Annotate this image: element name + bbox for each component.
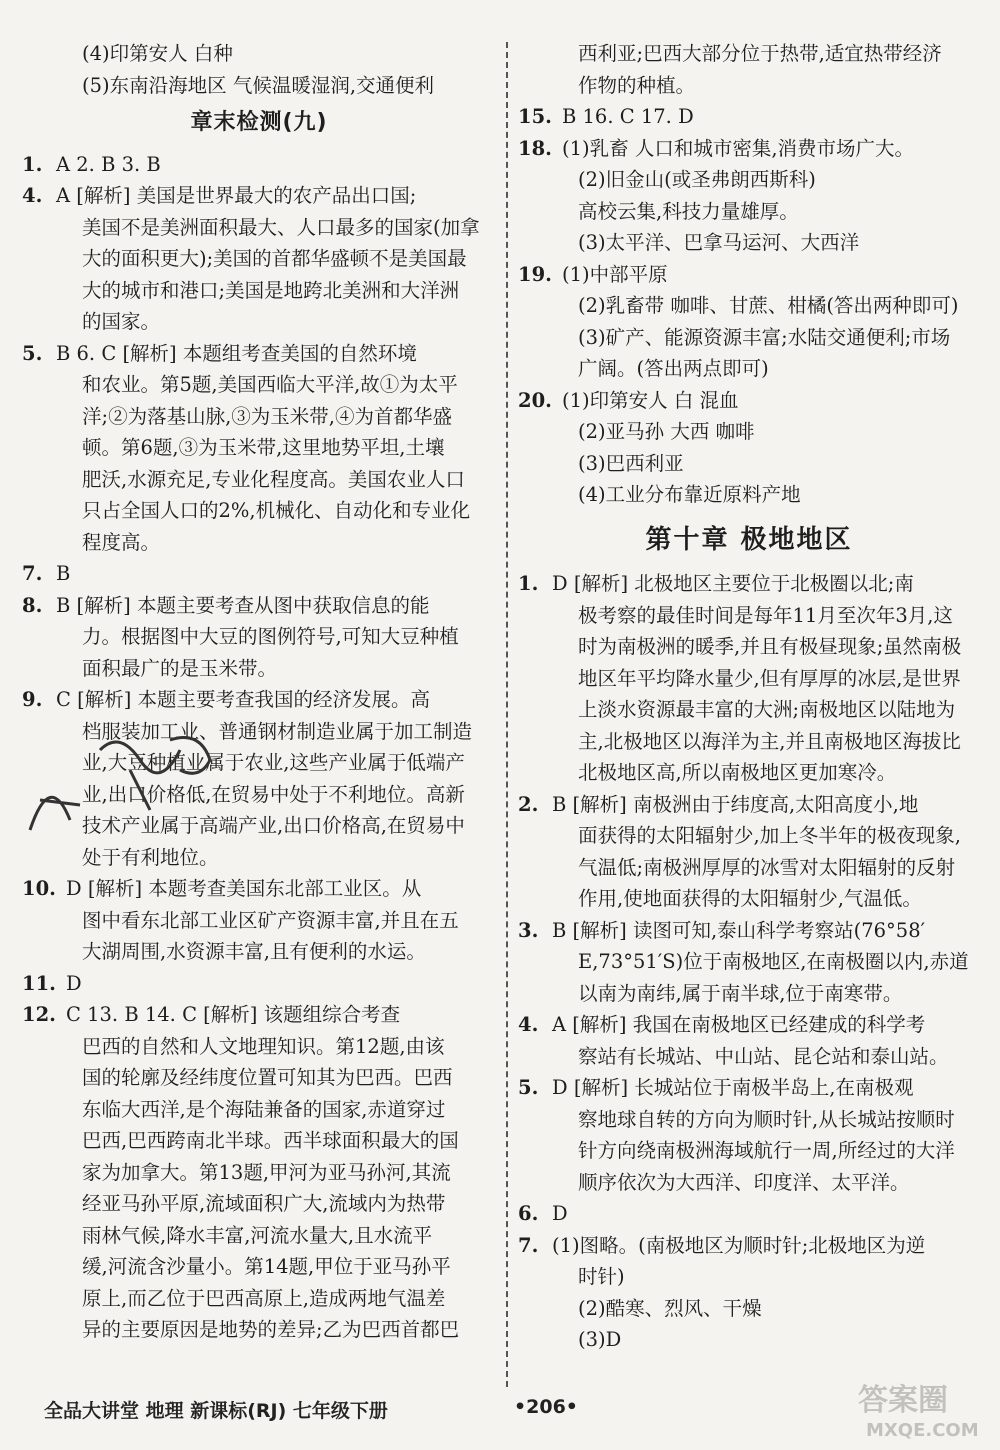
answer-text: C 13. B 14. C [解析] 该题组综合考查 xyxy=(66,1003,401,1026)
question-number: 19. xyxy=(518,262,552,286)
answer-continuation: 顺序依次为大西洋、印度洋、太平洋。 xyxy=(578,1170,910,1194)
answer-continuation: 技术产业属于高端产业,出口价格高,在贸易中 xyxy=(82,814,465,837)
answer-continuation: 面积最广的是玉米带。 xyxy=(82,656,278,680)
answer-continuation: 原上,而乙位于巴西高原上,造成两地气温差 xyxy=(82,1286,446,1310)
answer-item xyxy=(518,568,980,600)
answer-continuation: (3)巴西利亚 xyxy=(578,451,684,475)
page-number: •206• xyxy=(514,1396,578,1418)
answer-item xyxy=(518,101,980,133)
answer-continuation: 处于有利地位。 xyxy=(82,845,219,869)
question-number: 1. xyxy=(518,572,539,595)
answer-continuation: (2)亚马孙 大西 咖啡 xyxy=(578,420,755,443)
answer-item xyxy=(22,999,496,1031)
question-number: 5. xyxy=(518,1076,539,1099)
answer-item xyxy=(22,180,496,212)
chapter-title: 第十章 极地地区 xyxy=(645,524,853,555)
handwriting-scribble xyxy=(10,710,230,850)
question-number: 4. xyxy=(518,1013,539,1036)
answer-item xyxy=(22,149,496,181)
answer-continuation: E,73°51′S)位于南极地区,在南极圈以内,赤道 xyxy=(578,950,969,973)
continued-line-2: 作物的种植。 xyxy=(578,73,696,97)
answer-continuation: 图中看东北部工业区矿产资源丰富,并且在五 xyxy=(82,908,459,932)
answer-continuation: 以南为南纬,属于南半球,位于南寒带。 xyxy=(578,981,903,1005)
answer-continuation: 北极地区高,所以南极地区更加寒冷。 xyxy=(578,761,897,784)
intro-line-1: (4)印第安人 白种 xyxy=(82,42,233,65)
question-number: 2. xyxy=(518,792,539,816)
answer-continuation: 针方向绕南极洲海域航行一周,所经过的大洋 xyxy=(578,1139,955,1162)
answer-continuation: 程度高。 xyxy=(82,530,161,554)
answer-continuation: (3)太平洋、巴拿马运河、大西洋 xyxy=(578,231,860,254)
answer-continuation: 国的轮廓及经纬度位置可知其为巴西。巴西 xyxy=(82,1066,453,1089)
intro-line-2: (5)东南沿海地区 气候温暖湿润,交通便利 xyxy=(82,73,435,97)
answer-item xyxy=(518,915,980,947)
answer-continuation: 雨林气候,降水丰富,河流水量大,且水流平 xyxy=(82,1223,433,1247)
answer-continuation: 时为南极洲的暖季,并且有极昼现象;虽然南极 xyxy=(578,635,962,658)
answer-continuation: 高校云集,科技力量雄厚。 xyxy=(578,199,799,223)
question-number: 7. xyxy=(22,562,43,585)
answer-item xyxy=(22,590,496,622)
answer-continuation: 极考察的最佳时间是每年11月至次年3月,这 xyxy=(578,603,953,627)
answer-text: B xyxy=(56,562,71,585)
answer-continuation: 缓,河流含沙量小。第14题,甲位于亚马孙平 xyxy=(82,1255,451,1278)
section-title: 章末检测(九) xyxy=(190,110,328,135)
answer-text: D [解析] 长城站位于南极半岛上,在南极观 xyxy=(552,1076,914,1099)
answer-text: (1)印第安人 白 混血 xyxy=(562,388,739,412)
question-number: 6. xyxy=(518,1202,539,1225)
answer-continuation: 巴西的自然和人文地理知识。第12题,由该 xyxy=(82,1034,445,1058)
answer-item xyxy=(518,385,980,417)
answer-continuation: 大的面积更大);美国的首都华盛顿不是美国最 xyxy=(82,247,467,270)
answer-text: (1)图略。(南极地区为顺时针;北极地区为逆 xyxy=(552,1233,926,1257)
answer-continuation: 肥沃,水源充足,专业化程度高。美国农业人口 xyxy=(82,467,465,491)
answer-continuation: 美国不是美洲面积最大、人口最多的国家(加拿 xyxy=(82,215,480,239)
answer-text: B [解析] 本题主要考查从图中获取信息的能 xyxy=(56,593,430,617)
answer-continuation: 经亚马孙平原,流域面积广大,流域内为热带 xyxy=(82,1192,446,1215)
question-number: 4. xyxy=(22,184,43,207)
answer-continuation: (2)酷寒、烈风、干燥 xyxy=(578,1296,762,1320)
question-number: 8. xyxy=(22,593,43,617)
answer-continuation: 洋;②为落基山脉,③为玉米带,④为首都华盛 xyxy=(82,404,452,428)
answer-continuation: 的国家。 xyxy=(82,310,161,333)
answer-continuation: 上淡水资源最丰富的大洲;南极地区以陆地为 xyxy=(578,698,956,721)
answer-text: (1)乳畜 人口和城市密集,消费市场广大。 xyxy=(562,136,915,160)
answer-text: D [解析] 北极地区主要位于北极圈以北;南 xyxy=(552,572,914,595)
answer-continuation: 地区年平均降水量少,但有厚厚的冰层,是世界 xyxy=(578,666,961,690)
answer-continuation: (4)工业分布靠近原料产地 xyxy=(578,483,801,506)
answer-text: A [解析] 我国在南极地区已经建成的科学考 xyxy=(552,1013,926,1036)
footer-book-info: 全品大讲堂 地理 新课标(RJ) 七年级下册 xyxy=(44,1400,388,1422)
answer-list-right-a xyxy=(518,101,980,511)
answer-item xyxy=(518,1230,980,1262)
answer-item xyxy=(518,789,980,821)
question-number: 12. xyxy=(22,1003,56,1026)
answer-text: B 6. C [解析] 本题组考查美国的自然环境 xyxy=(56,341,417,365)
answer-list-right-b xyxy=(518,568,980,1356)
answer-text: A [解析] 美国是世界最大的农产品出口国; xyxy=(56,184,417,207)
answer-continuation: 广阔。(答出两点即可) xyxy=(578,357,769,380)
answer-continuation: 力。根据图中大豆的图例符号,可知大豆种植 xyxy=(82,625,459,648)
question-number: 10. xyxy=(22,877,56,900)
answer-continuation: 和农业。第5题,美国西临大平洋,故①为太平 xyxy=(82,373,458,396)
answer-text: A 2. B 3. B xyxy=(56,152,161,176)
answer-text: C [解析] 本题主要考查我国的经济发展。高 xyxy=(56,688,431,711)
answer-text: B 16. C 17. D xyxy=(562,105,694,128)
question-number: 11. xyxy=(22,971,56,995)
question-number: 1. xyxy=(22,152,43,176)
answer-continuation: 只占全国人口的2%,机械化、自动化和专业化 xyxy=(82,499,471,522)
answer-item xyxy=(22,558,496,590)
answer-continuation: 大湖周围,水资源丰富,且有便利的水运。 xyxy=(82,940,426,963)
question-number: 18. xyxy=(518,136,552,160)
svg-text:答案圈: 答案圈 xyxy=(858,1383,948,1418)
answer-item xyxy=(518,1072,980,1104)
answer-item xyxy=(518,1198,980,1230)
column-divider xyxy=(506,42,508,1387)
answer-continuation: 察站有长城站、中山站、昆仑站和泰山站。 xyxy=(578,1044,949,1068)
question-number: 7. xyxy=(518,1233,539,1257)
answer-text: D [解析] 本题考查美国东北部工业区。从 xyxy=(66,877,422,900)
question-number: 9. xyxy=(22,688,43,711)
left-column xyxy=(22,38,496,1346)
answer-item xyxy=(22,968,496,1000)
page-footer xyxy=(44,1396,964,1423)
answer-item xyxy=(22,873,496,905)
answer-text: B [解析] 南极洲由于纬度高,太阳高度小,地 xyxy=(552,792,919,816)
answer-continuation: 作用,使地面获得的太阳辐射少,气温低。 xyxy=(578,887,922,910)
answer-item xyxy=(22,338,496,370)
answer-continuation: 东临大西洋,是个海陆兼备的国家,赤道穿过 xyxy=(82,1097,446,1121)
question-number: 5. xyxy=(22,341,43,365)
answer-continuation: (3)D xyxy=(578,1328,622,1351)
answer-continuation: 主,北极地区以海洋为主,并且南极地区海拔比 xyxy=(578,729,961,753)
answer-continuation: 时针) xyxy=(578,1265,625,1288)
answer-continuation: (2)旧金山(或圣弗朗西斯科) xyxy=(578,168,816,191)
question-number: 20. xyxy=(518,388,552,412)
answer-continuation: (2)乳畜带 咖啡、甘蔗、柑橘(答出两种即可) xyxy=(578,294,959,317)
answer-continuation: 巴西,巴西跨南北半球。西半球面积最大的国 xyxy=(82,1129,459,1152)
answer-continuation: 气温低;南极洲厚厚的冰雪对太阳辐射的反射 xyxy=(578,855,956,879)
answer-continuation: 业,出口价格低,在贸易中处于不利地位。高新 xyxy=(82,782,465,806)
answer-item xyxy=(518,133,980,165)
answer-continuation: 面获得的太阳辐射少,加上冬半年的极夜现象, xyxy=(578,824,961,847)
answer-continuation: 家为加拿大。第13题,甲河为亚马孙河,其流 xyxy=(82,1160,451,1184)
question-number: 3. xyxy=(518,918,539,942)
svg-text:MXQE.COM: MXQE.COM xyxy=(866,1420,979,1441)
answer-text: B [解析] 读图可知,泰山科学考察站(76°58′ xyxy=(552,918,926,942)
continued-line-1: 西利亚;巴西大部分位于热带,适宜热带经济 xyxy=(578,42,942,65)
answer-continuation: 大的城市和港口;美国是地跨北美洲和大洋洲 xyxy=(82,278,460,302)
answer-text: D xyxy=(552,1202,568,1225)
question-number: 15. xyxy=(518,105,552,128)
watermark-logo xyxy=(852,1376,982,1442)
answer-continuation: (3)矿产、能源资源丰富;水陆交通便利;市场 xyxy=(578,325,951,349)
answer-text: D xyxy=(66,971,82,995)
right-column xyxy=(518,38,980,1356)
answer-item xyxy=(518,1009,980,1041)
answer-continuation: 业,大豆种植业属于农业,这些产业属于低端产 xyxy=(82,751,465,774)
answer-continuation: 异的主要原因是地势的差异;乙为巴西首都巴 xyxy=(82,1318,460,1341)
answer-item xyxy=(518,259,980,291)
answer-text: (1)中部平原 xyxy=(562,262,668,286)
answer-continuation: 档服装加工业、普通钢材制造业属于加工制造 xyxy=(82,719,473,743)
answer-continuation: 顿。第6题,③为玉米带,这里地势平坦,土壤 xyxy=(82,436,445,459)
answer-continuation: 察地球自转的方向为顺时针,从长城站按顺时 xyxy=(578,1107,955,1131)
